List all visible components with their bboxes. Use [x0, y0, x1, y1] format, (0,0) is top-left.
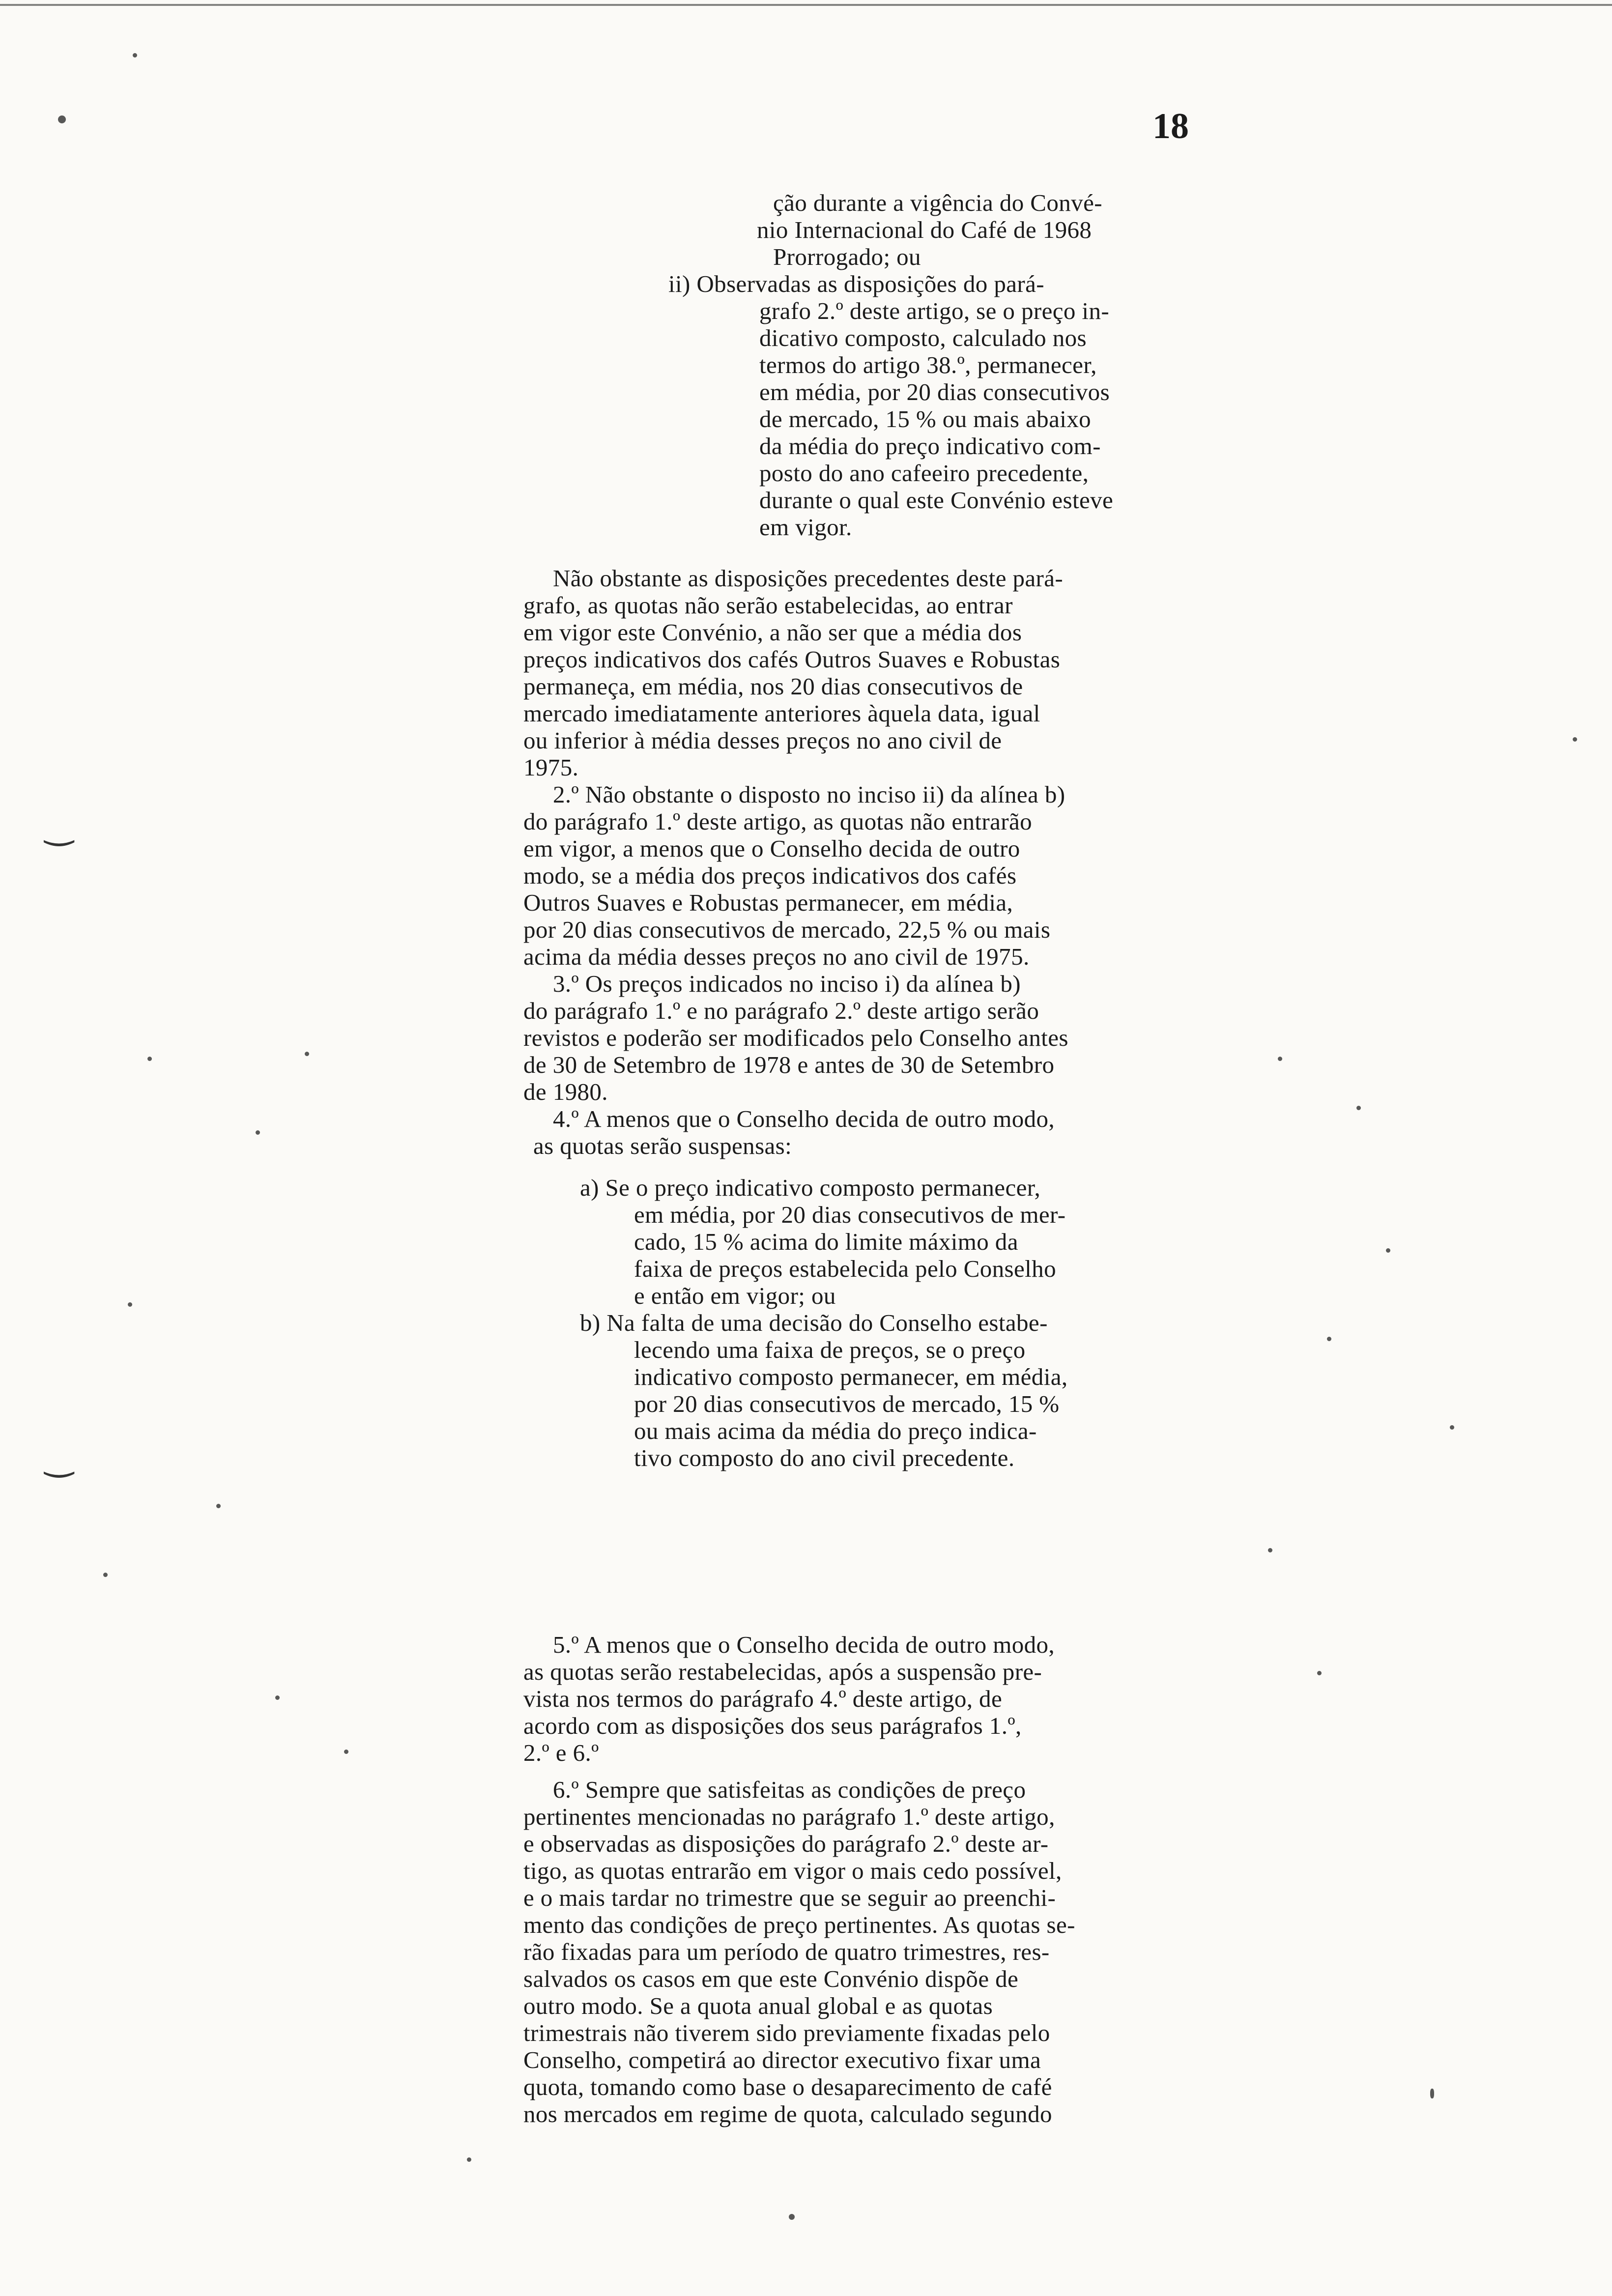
text-line: outro modo. Se a quota anual global e as quotas [523, 1992, 993, 2019]
scan-speck [103, 1573, 108, 1577]
scan-speck [58, 115, 66, 123]
text-line: indicativo composto permanecer, em média, [634, 1363, 1068, 1390]
text-line: posto do ano cafeeiro precedente, [759, 459, 1089, 487]
text-line: Não obstante as disposições precedentes deste pará- [553, 565, 1064, 592]
text-line: mercado imediatamente anteriores àquela data, igual [523, 700, 1040, 727]
text-line: as quotas serão suspensas: [533, 1132, 792, 1159]
text-line: ii) Observadas as disposições do pará- [668, 270, 1044, 297]
text-line: de 1980. [523, 1078, 608, 1105]
scan-mark: ‿ [45, 808, 73, 846]
scan-speck [216, 1504, 221, 1508]
text-line: vista nos termos do parágrafo 4.º deste artigo, de [523, 1685, 1003, 1712]
text-line: salvados os casos em que este Convénio dispõe de [523, 1965, 1019, 1992]
scan-speck [1430, 2089, 1434, 2098]
scan-speck [1573, 737, 1577, 742]
scan-mark: ‿ [45, 1439, 73, 1477]
text-line: Prorrogado; ou [773, 243, 921, 270]
text-line: 5.º A menos que o Conselho decida de outro modo, [553, 1631, 1055, 1658]
scan-speck [147, 1057, 152, 1061]
text-line: em média, por 20 dias consecutivos [759, 378, 1110, 405]
text-line: em média, por 20 dias consecutivos de mer- [634, 1201, 1066, 1228]
text-line: lecendo uma faixa de preços, se o preço [634, 1336, 1026, 1363]
text-line: tigo, as quotas entrarão em vigor o mais cedo possível, [523, 1857, 1062, 1884]
scan-speck [1356, 1106, 1361, 1110]
text-line: 6.º Sempre que satisfeitas as condições de preço [553, 1776, 1026, 1803]
scan-speck [344, 1750, 348, 1754]
scan-speck [789, 2214, 795, 2220]
text-line: mento das condições de preço pertinentes. As quotas se- [523, 1911, 1075, 1938]
text-line: 1975. [523, 754, 579, 781]
text-line: Conselho, competirá ao director executivo fixar uma [523, 2046, 1041, 2073]
text-line: pertinentes mencionadas no parágrafo 1.º deste artigo, [523, 1803, 1055, 1830]
scan-speck [128, 1302, 132, 1307]
text-line: grafo 2.º deste artigo, se o preço in- [759, 297, 1110, 324]
scan-speck [467, 2157, 471, 2162]
text-line: nio Internacional do Café de 1968 [757, 216, 1092, 243]
scan-speck [1327, 1337, 1331, 1341]
text-line: do parágrafo 1.º deste artigo, as quotas não entrarão [523, 808, 1033, 835]
text-line: e observadas as disposições do parágrafo 2.º deste ar- [523, 1830, 1049, 1857]
scan-speck [1317, 1671, 1322, 1675]
text-line: por 20 dias consecutivos de mercado, 15 % [634, 1390, 1060, 1417]
text-line: b) Na falta de uma decisão do Conselho estabe- [580, 1309, 1048, 1336]
top-border-line [0, 4, 1612, 6]
text-line: dicativo composto, calculado nos [759, 324, 1087, 351]
text-line: revistos e poderão ser modificados pelo Conselho antes [523, 1024, 1068, 1051]
text-line: 3.º Os preços indicados no inciso i) da alínea b) [553, 970, 1021, 997]
scan-speck [305, 1052, 309, 1056]
text-line: ou mais acima da média do preço indica- [634, 1417, 1037, 1444]
text-line: 2.º Não obstante o disposto no inciso ii) da alínea b) [553, 781, 1065, 808]
scan-speck [133, 53, 137, 57]
text-line: por 20 dias consecutivos de mercado, 22,5 % ou mais [523, 916, 1051, 943]
text-line: acordo com as disposições dos seus parágrafos 1.º, [523, 1712, 1022, 1739]
text-line: da média do preço indicativo com- [759, 432, 1101, 459]
text-line: tivo composto do ano civil precedente. [634, 1444, 1015, 1471]
text-line: 4.º A menos que o Conselho decida de outro modo, [553, 1105, 1055, 1132]
text-line: em vigor. [759, 514, 852, 541]
text-line: ou inferior à média desses preços no ano civil de [523, 727, 1002, 754]
text-line: modo, se a média dos preços indicativos dos cafés [523, 862, 1017, 889]
text-line: trimestrais não tiverem sido previamente fixadas pelo [523, 2019, 1050, 2046]
text-line: e então em vigor; ou [634, 1282, 836, 1309]
text-line: a) Se o preço indicativo composto permanecer, [580, 1174, 1041, 1201]
text-line: Outros Suaves e Robustas permanecer, em média, [523, 889, 1013, 916]
text-line: do parágrafo 1.º e no parágrafo 2.º deste artigo serão [523, 997, 1039, 1024]
text-line: quota, tomando como base o desaparecimento de café [523, 2073, 1052, 2100]
scan-speck [1450, 1425, 1454, 1430]
text-line: nos mercados em regime de quota, calculado segundo [523, 2100, 1052, 2127]
text-line: durante o qual este Convénio esteve [759, 487, 1114, 514]
scan-speck [1268, 1548, 1272, 1552]
text-line: cado, 15 % acima do limite máximo da [634, 1228, 1018, 1255]
scan-speck [256, 1130, 260, 1135]
text-line: permaneça, em média, nos 20 dias consecutivos de [523, 673, 1023, 700]
page-number: 18 [1152, 106, 1189, 146]
text-line: de mercado, 15 % ou mais abaixo [759, 405, 1092, 432]
scan-speck [275, 1695, 280, 1700]
text-line: e o mais tardar no trimestre que se seguir ao preenchi- [523, 1884, 1056, 1911]
text-line: as quotas serão restabelecidas, após a suspensão pre- [523, 1658, 1042, 1685]
text-line: faixa de preços estabelecida pelo Conselho [634, 1255, 1056, 1282]
text-line: 2.º e 6.º [523, 1739, 599, 1766]
text-line: em vigor este Convénio, a não ser que a média dos [523, 619, 1022, 646]
text-line: de 30 de Setembro de 1978 e antes de 30 de Setembro [523, 1051, 1055, 1078]
text-line: grafo, as quotas não serão estabelecidas, ao entrar [523, 592, 1013, 619]
scan-speck [1386, 1248, 1390, 1253]
text-line: preços indicativos dos cafés Outros Suaves e Robustas [523, 646, 1061, 673]
text-line: termos do artigo 38.º, permanecer, [759, 351, 1097, 378]
text-line: rão fixadas para um período de quatro trimestres, res- [523, 1938, 1050, 1965]
text-line: ção durante a vigência do Convé- [773, 189, 1102, 216]
text-line: acima da média desses preços no ano civil de 1975. [523, 943, 1030, 970]
text-line: em vigor, a menos que o Conselho decida de outro [523, 835, 1020, 862]
scan-speck [1278, 1057, 1282, 1061]
